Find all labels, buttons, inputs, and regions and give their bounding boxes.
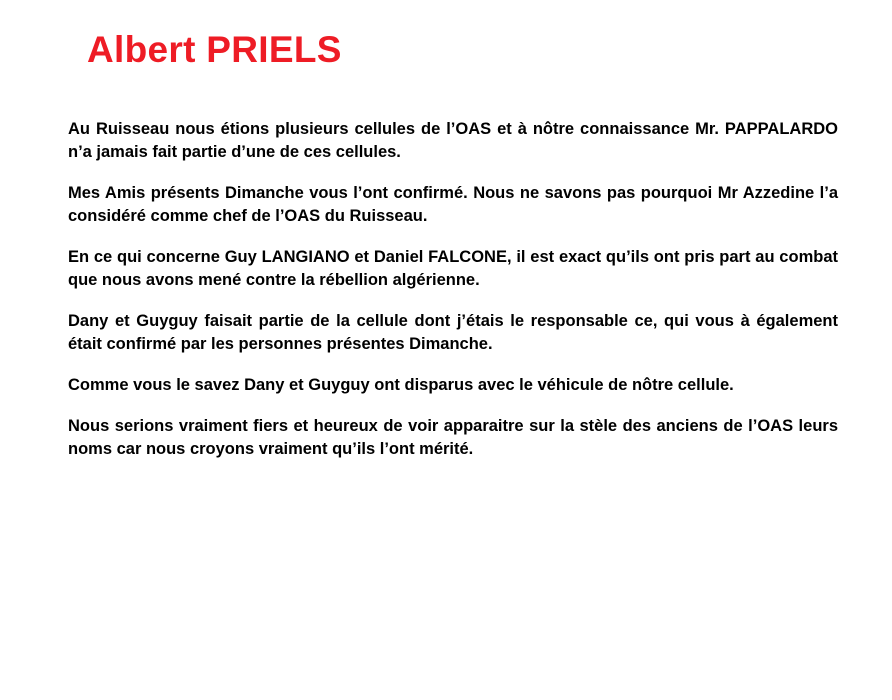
document-title: Albert PRIELS [87, 29, 342, 70]
paragraph-5: Comme vous le savez Dany et Guyguy ont disparus avec le véhicule de nôtre cellule. [68, 376, 734, 394]
paragraph-4: Dany et Guyguy faisait partie de la cellule dont j’étais le responsable ce, qui vous à également était confirmé par les personnes présentes Dimanche. [68, 312, 838, 353]
paragraph-1: Au Ruisseau nous étions plusieurs cellules de l’OAS et à nôtre connaissance Mr. PAPPALARDO n’a jamais fait partie d’une de ces cellules. [68, 120, 838, 161]
paragraph-3: En ce qui concerne Guy LANGIANO et Daniel FALCONE, il est exact qu’ils ont pris part au combat que nous avons mené contre la rébellion algérienne. [68, 248, 838, 289]
paragraph-2: Mes Amis présents Dimanche vous l’ont confirmé. Nous ne savons pas pourquoi Mr Azzedine l’a considéré comme chef de l’OAS du Ruisseau. [68, 184, 838, 225]
document-body [68, 118, 838, 479]
paragraph-6: Nous serions vraiment fiers et heureux de voir apparaitre sur la stèle des anciens de l’OAS leurs noms car nous croyons vraiment qu’ils l’ont mérité. [68, 417, 838, 458]
